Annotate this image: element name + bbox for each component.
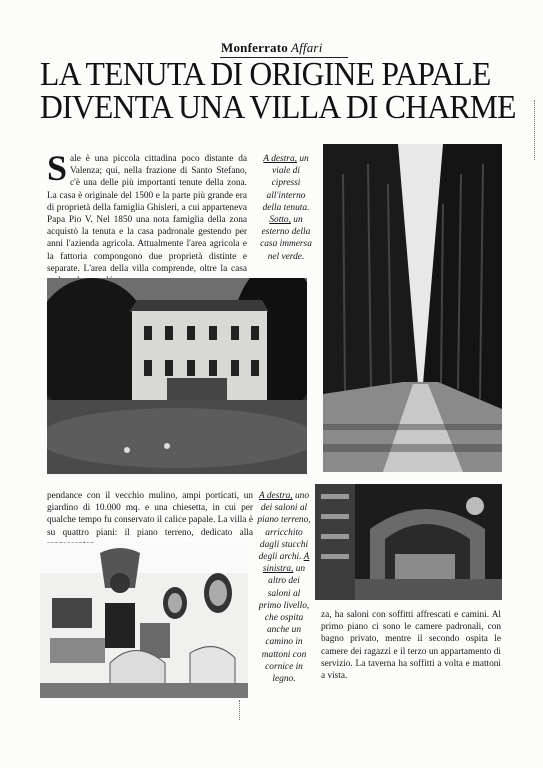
headline-line-1: LA TENUTA DI ORIGINE PAPALE — [40, 56, 491, 93]
salon-photo-icon — [315, 484, 502, 600]
caption-2-body-2: un altro dei saloni al primo livello, che ospita anche un camino in mattoni con cornice in legno. — [258, 564, 310, 685]
paragraph-1-text: ale è una piccola cittadina poco distante da Valenza; qui, nella frazione di Santo Stefano, c'è una delle più importanti tenute della zona. La casa è originale del 1500 e la parte più grande era di proprietà della famiglia Ghisleri, a cui apparteneva Papa Pio V. Nel 1850 una nota famiglia della zona acquistò la tenuta e la casa padronale gestendo per anni l'azienda agricola. Attualmente l'area agricola e la fattoria compongono due proprietà distinte e separate. L'area della villa comprende, oltre la casa — [47, 154, 247, 274]
section-kicker — [221, 40, 323, 56]
dropcap: S — [47, 148, 68, 188]
caption-1-head-2: Sotto, — [269, 215, 291, 226]
kicker-italic: Affari — [290, 40, 323, 55]
avenue-photo-icon — [323, 144, 502, 472]
cypress-avenue-photo — [323, 144, 502, 472]
caption-2-body: uno dei saloni al piano terreno, arricchito dagli stucchi degli archi. — [257, 491, 311, 563]
article-paragraph-2: pendance con il vecchio mulino, ampi porticati, un giardino di 10.000 mq. e una chiesetta, in cui per qualche tempo fu conservato il calice papale. La villa è su quattro piani: il piano terreno, dedicato alla — [47, 491, 253, 538]
salon-first-floor-photo — [40, 543, 248, 698]
villa-photo-icon — [47, 278, 307, 474]
kicker-main: Monferrato — [221, 40, 288, 55]
villa-exterior-photo — [47, 278, 307, 474]
interior-photo-icon — [40, 543, 248, 698]
headline — [40, 56, 516, 126]
article-paragraph-1 — [47, 148, 247, 287]
headline-line-2: DIVENTA UNA VILLA DI CHARME — [40, 89, 516, 126]
scan-mark — [239, 700, 240, 720]
salon-ground-floor-photo — [315, 484, 502, 600]
caption-1 — [258, 153, 314, 263]
caption-1-body: un viale di cipressi all'interno della tenuta. — [262, 154, 310, 213]
caption-1-head: A destra, — [263, 154, 297, 164]
caption-2-head-2: A sinistra, — [262, 552, 310, 575]
caption-2 — [256, 490, 312, 685]
article-paragraph-3: za, ha saloni con soffitti affrescati e camini. Al primo piano ci sono le camere padronali, con bagno privato, mentre il secondo ospita le camere dei ragazzi e il terzo un appartamento di servizio. La taverna ha soffitti a volta e mattoni a vista. — [321, 610, 501, 682]
scan-mark-edge — [534, 100, 535, 160]
caption-1-body-2: un esterno della casa immersa nel verde. — [260, 215, 312, 262]
caption-2-head: A destra, — [258, 491, 293, 501]
